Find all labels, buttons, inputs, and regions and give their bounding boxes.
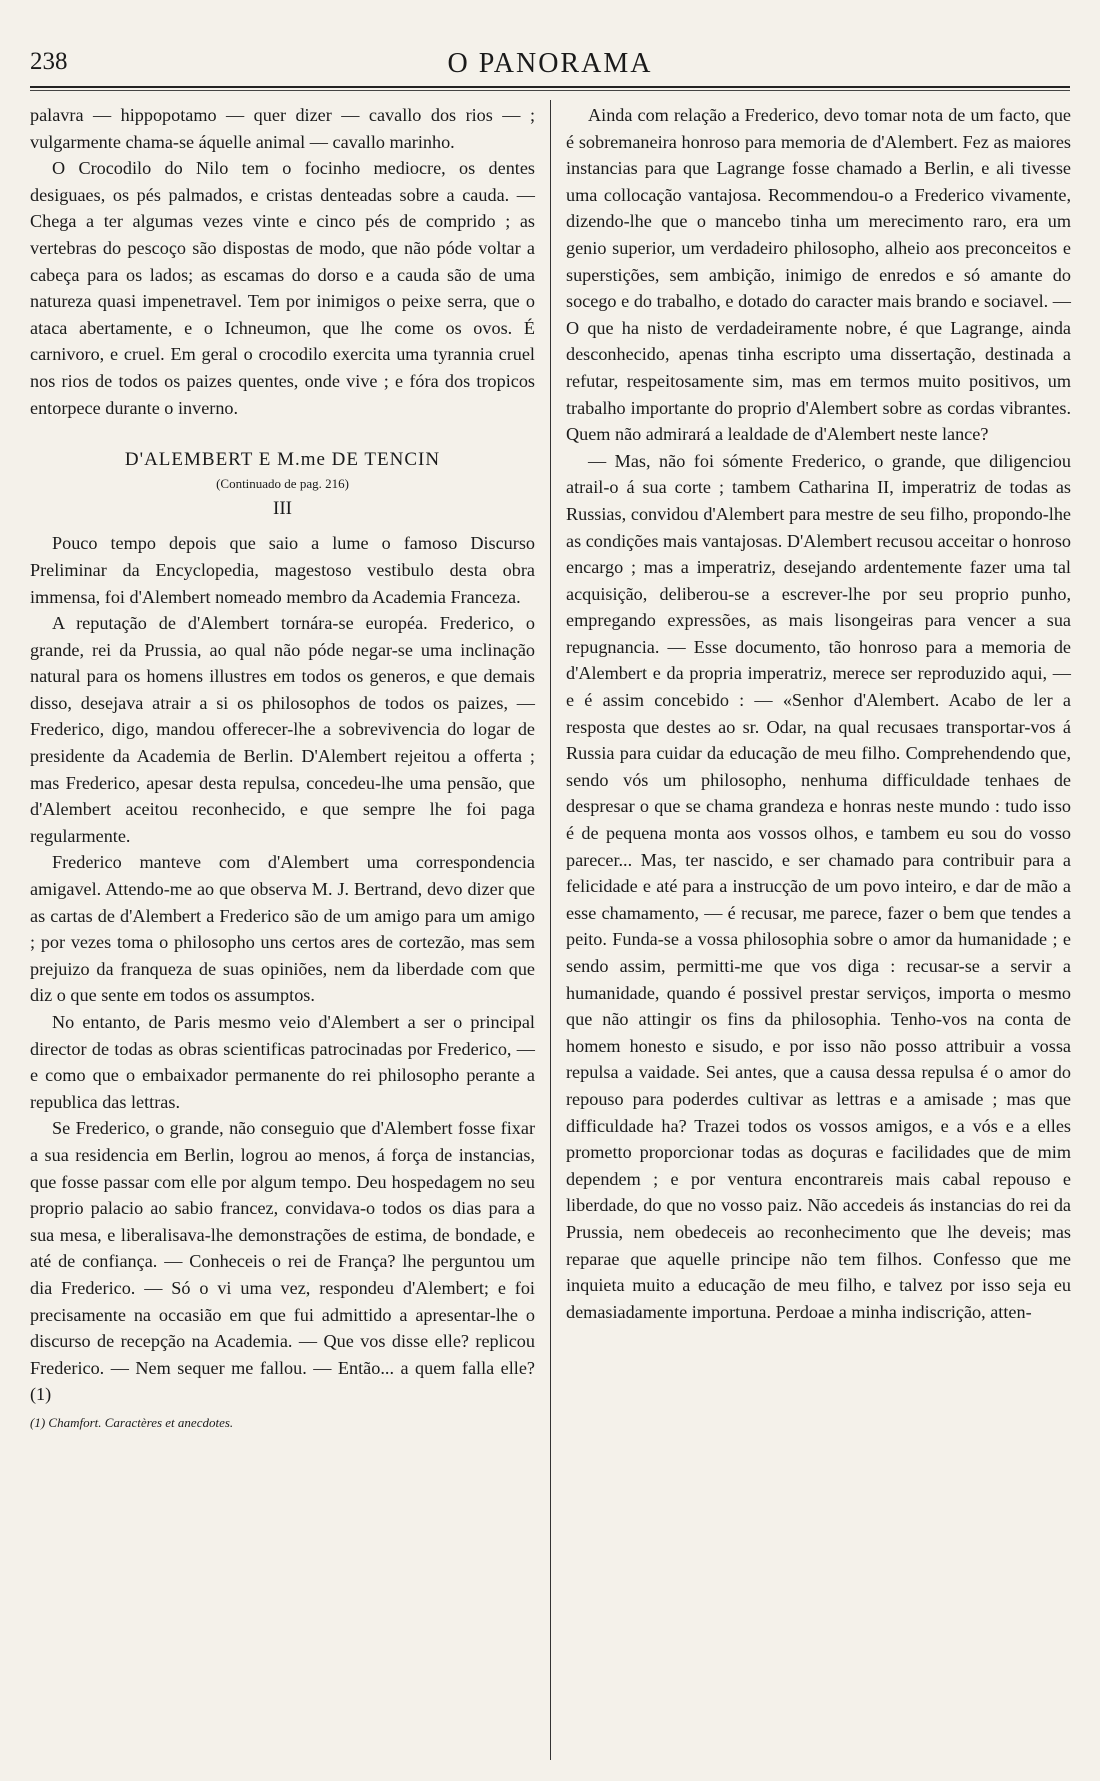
article-paragraph: No entanto, de Paris mesmo veio d'Alembert a ser o principal director de todas as obras scientificas patrocinadas por Frederico, — e como que o embaixador permanente do rei philosopho perante a republica das lettras. <box>30 1012 535 1112</box>
left-column <box>30 102 535 1432</box>
right-column <box>566 102 1071 1325</box>
section-title: D'ALEMBERT E M.me DE TENCIN <box>124 449 441 471</box>
journal-title: O PANORAMA <box>447 48 653 79</box>
crocodile-paragraph: O Crocodilo do Nilo tem o focinho mediocre, os dentes desiguaes, os pés palmados, e cristas denteadas sobre a cauda. — Chega a ter algumas vezes vinte e cinco pés de comprido ; as vertebras do pescoço são dispostas de modo, que não póde voltar a cabeça para os lados; as escamas do dorso e a cauda são de uma natureza quasi impenetravel. Tem por inimigos o peixe serra, que o ataca abertamente, e o Ichneumon, que lhe come os ovos. É carnivoro, e cruel. Em geral o crocodilo exercita uma tyrannia cruel nos rios de todos os paizes quentes, onde vive ; e fóra dos tropicos entorpece durante o inverno. <box>30 158 535 418</box>
header-rule <box>30 86 1070 88</box>
section-number: III <box>273 497 292 519</box>
footnote: (1) Chamfort. Caractères et anecdotes. <box>30 1414 234 1430</box>
header-rule-thin <box>30 90 1070 91</box>
page-number: 238 <box>30 48 68 75</box>
column-divider <box>550 100 551 1760</box>
article-paragraph: Ainda com relação a Frederico, devo tomar nota de um facto, que é sobremaneira honroso para memoria de d'Alembert. Fez as maiores instancias para que Lagrange fosse chamado a Berlin, e ali tivesse uma collocação vantajosa. Recommendou-o a Frederico vivamente, dizendo-lhe que o mancebo tinha um merecimento raro, era um genio superior, um verdadeiro philosopho, alheio aos preconceitos e superstições, sem ambição, inimigo de enredos e só amante do socego e do trabalho, e dotado do caracter mais brando e sociavel. — O que ha nisto de verdadeiramente nobre, é que Lagrange, ainda desconhecido, apenas tinha escripto uma dissertação, destinada a refutar, respeitosamente sim, mas em termos muito positivos, um trabalho importante do proprio d'Alembert sobre as cordas vibrantes. Quem não admirará a lealdade de d'Alembert neste lance? <box>566 105 1071 445</box>
article-paragraph: Pouco tempo depois que saio a lume o famoso Discurso Preliminar da Encyclopedia, magestoso vestibulo desta obra immensa, foi d'Alembert nomeado membro da Academia Franceza. <box>30 533 535 607</box>
article-paragraph: Se Frederico, o grande, não conseguio que d'Alembert fosse fixar a sua residencia em Berlin, logrou ao menos, á força de instancias, que fosse passar com elle por algum tempo. Deu hospedagem no seu proprio palacio ao sabio francez, convidava-o todos os dias para a sua mesa, e liberalisava-lhe demonstrações de estima, de bondade, e até de confiança. — Conheceis o rei de França? lhe perguntou um dia Frederico. — Só o vi uma vez, respondeu d'Alembert; e foi precisamente na occasião em que fui admittido a apresentar-lhe o discurso de recepção na Academia. — Que vos disse elle? replicou Frederico. — Nem sequer me fallou. — Então... a quem falla elle? (1) <box>30 1118 535 1405</box>
intro-paragraph: palavra — hippopotamo — quer dizer — cavallo dos rios — ; vulgarmente chama-se áquelle animal — cavallo marinho. <box>30 105 535 152</box>
article-paragraph: — Mas, não foi sómente Frederico, o grande, que diligenciou atrail-o á sua corte ; tambem Catharina II, imperatriz de todas as Russias, convidou d'Alembert para mestre de seu filho, propondo-lhe as condições mais vantajosas. D'Alembert recusou acceitar o honroso encargo ; mas a imperatriz, desejando ardentemente fazer uma tal acquisição, deliberou-se a escrever-lhe por seu proprio punho, empregando expressões, as mais lisongeiras para vencer a sua repugnancia. — Esse documento, tão honroso para a memoria de d'Alembert e da propria imperatriz, merece ser reproduzido aqui, — e é assim concebido : — «Senhor d'Alembert. Acabo de ler a resposta que destes ao sr. Odar, na qual recusaes transportar-vos á Russia para cuidar da educação de meu filho. Comprehendendo que, sendo vós um philosopho, nenhuma difficuldade tenhaes de despresar o que se chama grandeza e honras neste mundo : tudo isso é de pequena monta aos vossos olhos, e tambem eu sou do vosso parecer... Mas, ter nascido, e ser chamado para contribuir para a felicidade e até para a instrucção de um povo inteiro, e dar de mão a esse chamamento, — é recusar, me parece, fazer o bem que tendes a peito. Funda-se a vossa philosophia sobre o amor da humanidade ; e sendo assim, permitti-me que vos diga : recusar-se a servir a humanidade, quando é possivel prestar serviços, importa o mesmo que não attingir os fins da philosophia. Tenho-vos na conta de homem honesto e sisudo, e por isso não posso attribuir a vossa repulsa a vaidade. Sei antes, que a causa dessa repulsa é o amor do repouso para poderdes cultivar as lettras e a amisade ; mas que difficuldade ha? Trazei todos os vossos amigos, e a vós e a elles prometto proporcionar todas as doçuras e facilidades que de mim dependem ; e por ventura encontrareis mais cabal repouso e liberdade, do que no vosso paiz. Não accedeis ás instancias do rei da Prussia, nem obedeceis ao reconhecimento que lhe deveis; mas reparae que aquelle principe não tem filhos. Confesso que me inquieta muito a educação de meu filho, e talvez por isso seja eu demasiadamente importuna. Perdoae a minha indiscrição, atten- <box>566 450 1071 1322</box>
article-paragraph: Frederico manteve com d'Alembert uma correspondencia amigavel. Attendo-me ao que observa M. J. Bertrand, devo dizer que as cartas de d'Alembert a Frederico são de um amigo para um amigo ; por vezes toma o philosopho uns certos ares de cortezão, mas sem prejuizo da franqueza de suas opiniões, nem da liberdade com que diz o que sente em todos os assumptos. <box>30 852 535 1006</box>
page-header <box>30 48 1070 88</box>
section-subtitle: (Continuado de pag. 216) <box>216 475 349 491</box>
article-paragraph: A reputação de d'Alembert tornára-se européa. Frederico, o grande, rei da Prussia, ao qual não póde negar-se uma inclinação natural para os homens illustres em todos os generos, e que demais disso, desejava atrair a si os philosophos de todos os paizes, — Frederico, digo, mandou offerecer-lhe a sobrevivencia do logar de presidente da Academia de Berlin. D'Alembert rejeitou a offerta ; mas Frederico, apesar desta repulsa, concedeu-lhe uma pensão, que d'Alembert aceitou reconhecido, e que sempre lhe foi paga regularmente. <box>30 613 535 846</box>
